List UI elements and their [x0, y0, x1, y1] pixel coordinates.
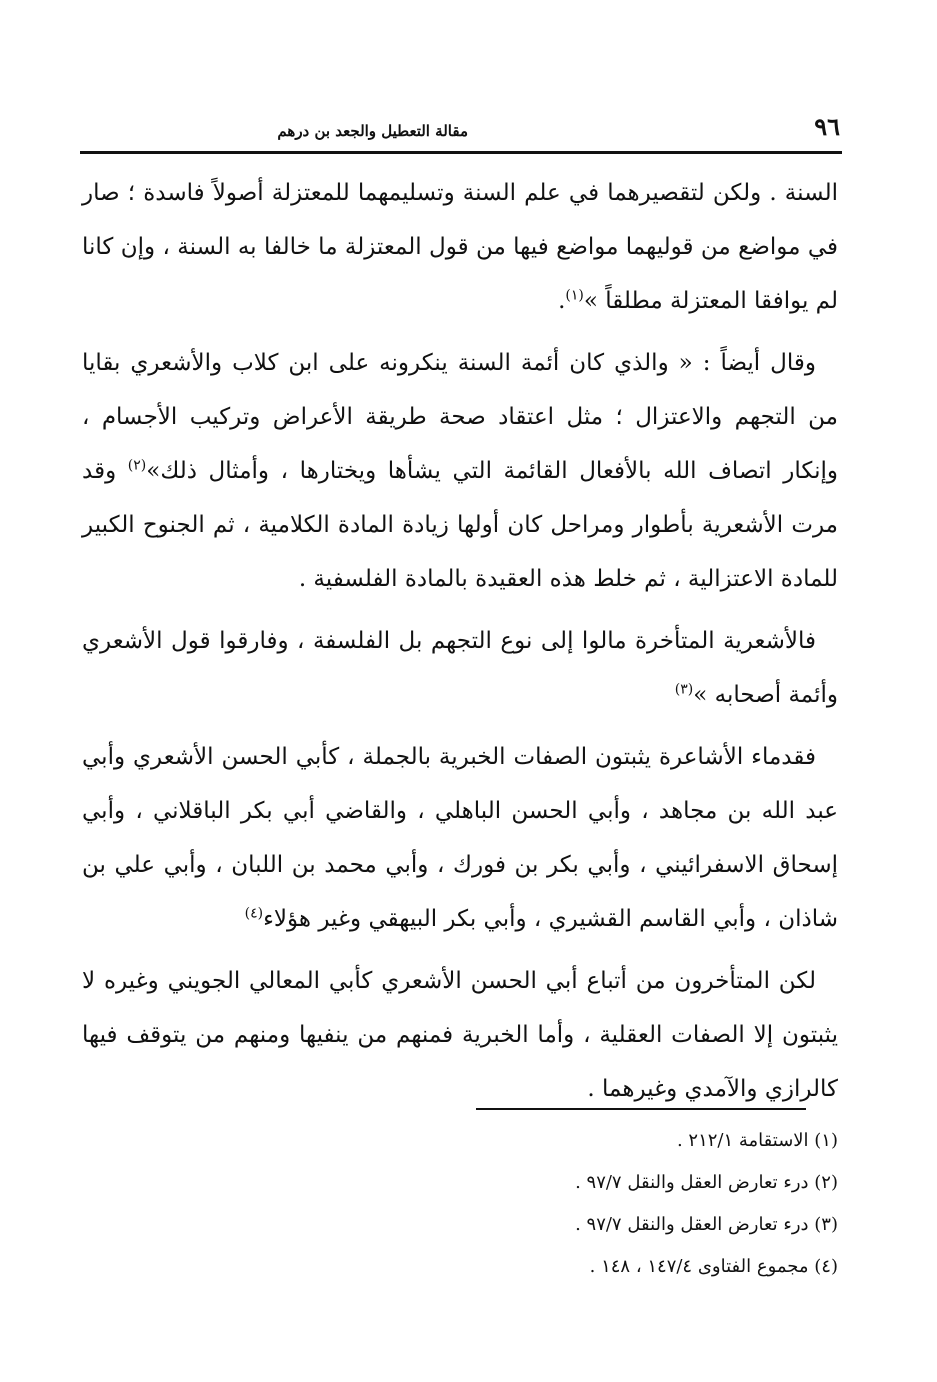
- footnote: (٤) مجموع الفتاوى ١٤٧/٤ ، ١٤٨ .: [589, 1256, 838, 1277]
- running-title: مقالة التعطيل والجعد بن درهم: [277, 122, 468, 140]
- footnote: (٢) درء تعارض العقل والنقل ٩٧/٧ .: [575, 1172, 838, 1193]
- header-divider: [80, 151, 842, 154]
- footnotes: [400, 1120, 838, 1288]
- footnote-ref: (١): [565, 287, 584, 304]
- page-number: ٩٦: [814, 112, 840, 141]
- paragraph: فالأشعرية المتأخرة مالوا إلى نوع التجهم بل الفلسفة ، وفارقوا قول الأشعري وأئمة أصحابه »$^{(٣)}$: [82, 628, 838, 708]
- footnote-ref: (٢): [127, 457, 147, 474]
- paragraph: فقدماء الأشاعرة يثبتون الصفات الخبرية بالجملة ، كأبي الحسن الأشعري وأبي عبد الله بن مجاهد ، وأبي الحسن الباهلي ، والقاضي أبي بكر الباقلاني ، وأبي إسحاق الاسفرائيني ، وأبي بكر بن فورك ، وأبي محمد بن اللبان ، وأبي علي بن شاذان ، وأبي القاسم القشيري ، وأبي بكر البيهقي وغير هؤلاء$^{(٤)}$: [82, 744, 838, 932]
- footnote: (٣) درء تعارض العقل والنقل ٩٧/٧ .: [575, 1214, 838, 1235]
- paragraph: السنة . ولكن لتقصيرهما في علم السنة وتسليمهما للمعتزلة أصولاً فاسدة ؛ صار في مواضع من قوليهما مواضع فيها من قول المعتزلة ما خالفا به السنة ، وإن كانا لم يوافقا المعتزلة مطلقاً »$^{(١)}$.: [82, 180, 838, 314]
- footnote-ref: (٣): [674, 681, 694, 698]
- footnote: (١) الاستقامة ٢١٢/١ .: [676, 1130, 838, 1151]
- paragraph: وقال أيضاً : « والذي كان أئمة السنة ينكرونه على ابن كلاب والأشعري بقايا من التجهم والاعتزال ؛ مثل اعتقاد صحة طريقة الأعراض وتركيب الأجسام ، وإنكار اتصاف الله بالأفعال القائمة التي يشأها ويختارها ، وأمثال ذلك»$^{(٢)}$ وقد مرت الأشعرية بأطوار ومراحل كان أولها زيادة المادة الكلامية ، ثم الجنوح الكبير للمادة الاعتزالية ، ثم خلط هذه العقيدة بالمادة الفلسفية .: [82, 350, 838, 592]
- body-text: [82, 166, 838, 1124]
- footnote-divider: [476, 1108, 806, 1110]
- page-header: [80, 112, 840, 148]
- footnote-ref: (٤): [244, 905, 264, 922]
- paragraph: لكن المتأخرون من أتباع أبي الحسن الأشعري كأبي المعالي الجويني وغيره لا يثبتون إلا الصفات العقلية ، وأما الخبرية فمنهم من ينفيها ومنهم من يتوقف فيها كالرازي والآمدي وغيرهما .: [82, 968, 838, 1102]
